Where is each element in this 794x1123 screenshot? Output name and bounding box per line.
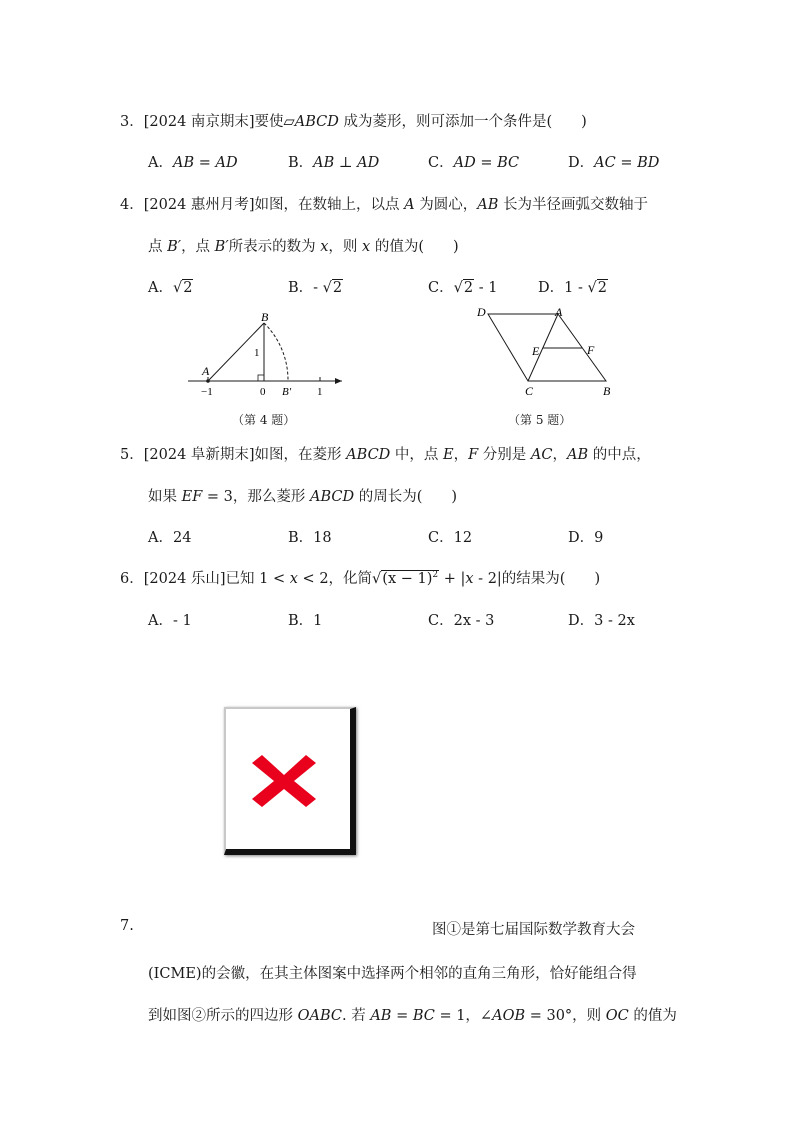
label-Bprime: B′ [282, 386, 292, 398]
broken-image-icon [224, 707, 356, 855]
label-B: B [603, 384, 611, 398]
q5-option-a[interactable]: A．24 [148, 530, 192, 546]
q3-stem: 3．[2024 南京期末]要使▱ABCD 成为菱形，则可添加一个条件是( ) [120, 114, 587, 130]
axis-arrow [335, 378, 342, 384]
label-one: 1 [317, 386, 323, 398]
label-D: D [477, 305, 486, 319]
figure-4-caption: （第 4 题） [232, 413, 296, 427]
q4-option-a[interactable]: A．√2 [148, 280, 193, 296]
q6-radicand: $(x - 1)^2$ [382, 570, 439, 587]
q3-option-c[interactable]: C．AD = BC [428, 155, 520, 171]
arc-dashed [264, 323, 288, 381]
label-C: C [525, 384, 534, 398]
point-A [206, 379, 210, 383]
q5-stem-line2: 如果 EF = 3，那么菱形 ABCD 的周长为( ) [148, 489, 458, 505]
broken-image-x-icon [226, 709, 350, 849]
q4-number: 4． [120, 197, 144, 213]
q7-line3: 到如图②所示的四边形 OABC. 若 AB = BC = 1，∠AOB = 30°，则 OC 的值为 [148, 1008, 677, 1024]
q4-stem-line2: 点 B′，点 B′所表示的数为 x，则 x 的值为( ) [148, 239, 459, 255]
label-E: E [532, 344, 540, 358]
q6-option-b[interactable]: B．1 [288, 613, 323, 629]
label-A: A [202, 364, 210, 378]
q6-stem: 6．[2024 乐山]已知 1 < x < 2，化简$√(x - 1)^2 + |x - 2|$的结果为( ) [120, 570, 601, 587]
q6-option-c[interactable]: C．2x - 3 [428, 613, 495, 629]
q4-stem-line1: 4．[2024 惠州月考]如图，在数轴上，以点 A 为圆心，AB 长为半径画弧交数轴于 [120, 197, 649, 213]
q4-option-b[interactable]: B．- √2 [288, 280, 343, 296]
q6-option-a[interactable]: A．- 1 [148, 613, 192, 629]
q4-option-c[interactable]: C．√2 - 1 [428, 280, 498, 296]
q6-number: 6． [120, 571, 144, 587]
q5-stem-line1: 5．[2024 阜新期末]如图，在菱形 ABCD 中，点 E，F 分别是 AC，AB 的中点， [120, 447, 651, 463]
q3-option-a[interactable]: A．AB = AD [148, 155, 238, 171]
q7-line1: 图①是第七届国际数学教育大会 [432, 922, 635, 938]
q5-number: 5． [120, 447, 144, 463]
q6-option-d[interactable]: D．3 - 2x [568, 613, 635, 629]
label-zero: 0 [260, 386, 266, 398]
label-F: F [587, 343, 595, 357]
q5-option-c[interactable]: C．12 [428, 530, 473, 546]
figure-5-caption: （第 5 题） [508, 413, 572, 427]
q3-option-b[interactable]: B．AB ⊥ AD [288, 155, 380, 171]
q5-option-d[interactable]: D．9 [568, 530, 604, 546]
q3-number: 3． [120, 114, 144, 130]
q7-line2: (ICME)的会徽，在其主体图案中选择两个相邻的直角三角形，恰好能组合得 [148, 966, 637, 982]
q3-option-d[interactable]: D．AC = BD [568, 155, 660, 171]
label-one-vertical: 1 [254, 347, 260, 359]
q5-option-b[interactable]: B．18 [288, 530, 332, 546]
label-A: A [555, 305, 563, 319]
figure-4 [180, 308, 360, 400]
label-neg1: −1 [201, 386, 213, 398]
q7-number: 7. [120, 918, 134, 934]
q4-option-d[interactable]: D．1 - √2 [538, 280, 607, 296]
label-B: B [261, 310, 269, 324]
right-angle-mark [258, 375, 264, 381]
figure-5 [472, 303, 622, 399]
